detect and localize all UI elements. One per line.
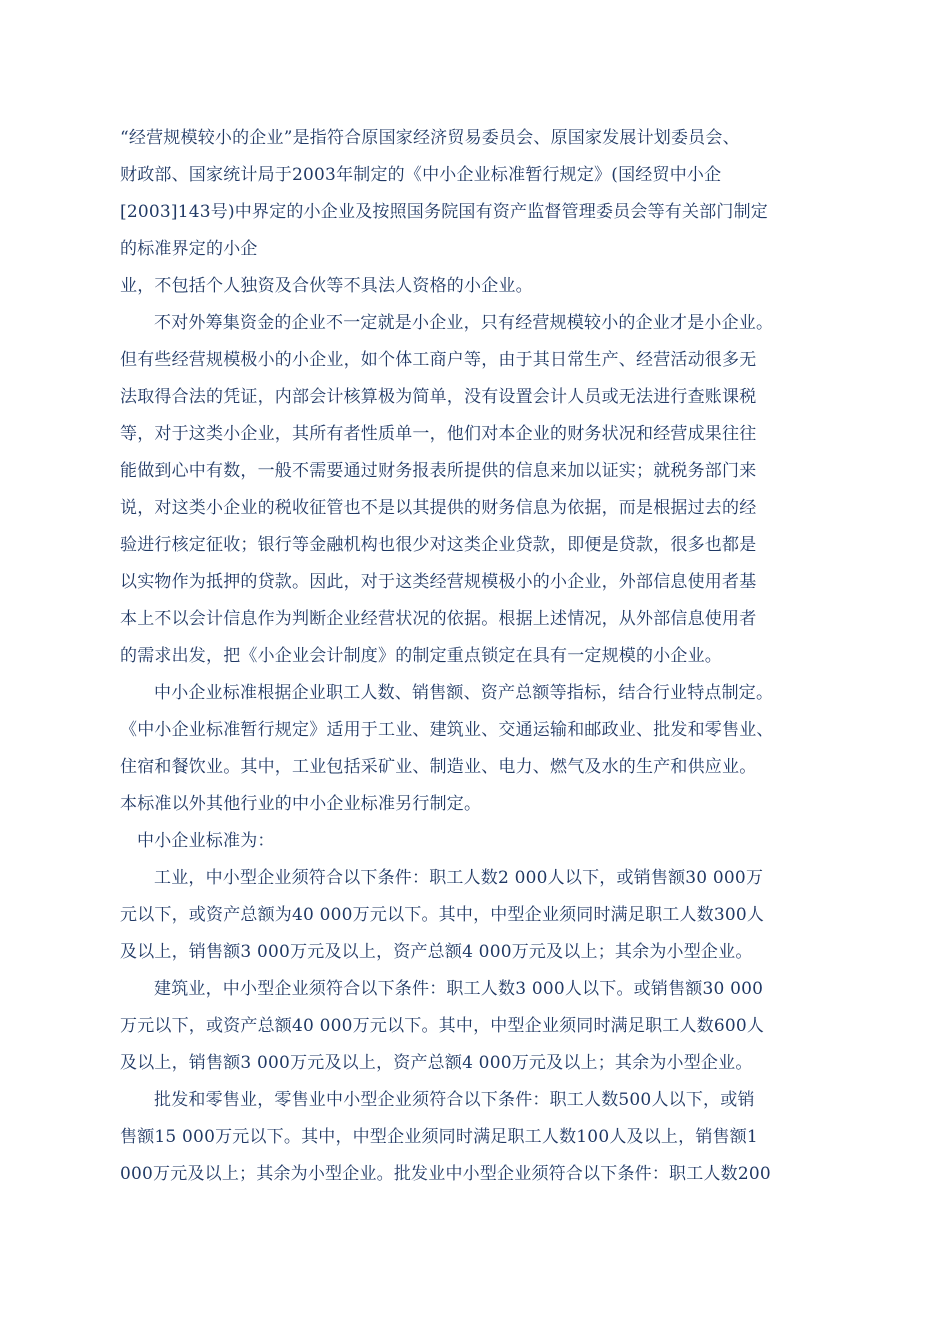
- text-line: 的标准界定的小企: [120, 239, 258, 259]
- text-line: 验进行核定征收；银行等金融机构也很少对这类企业贷款，即便是贷款，很多也都是: [120, 535, 757, 555]
- text-line: 等，对于这类小企业，其所有者性质单一，他们对本企业的财务状况和经营成果往往: [120, 424, 757, 444]
- text-line: [2003]143号)中界定的小企业及按照国务院国有资产监督管理委员会等有关部门制定: [120, 202, 769, 222]
- text-line: 元以下，或资产总额为40 000万元以下。其中，中型企业须同时满足职工人数300人: [120, 905, 765, 925]
- text-line: 但有些经营规模极小的小企业，如个体工商户等，由于其日常生产、经营活动很多无: [120, 350, 757, 370]
- text-line: 的需求出发，把《小企业会计制度》的制定重点锁定在具有一定规模的小企业。: [120, 646, 722, 666]
- text-line: 本标准以外其他行业的中小企业标准另行制定。: [120, 794, 482, 814]
- text-line: 售额15 000万元以下。其中，中型企业须同时满足职工人数100人及以上，销售额1: [120, 1127, 758, 1147]
- text-line: 法取得合法的凭证，内部会计核算极为简单，没有设置会计人员或无法进行查账课税: [120, 387, 757, 407]
- text-line: 《中小企业标准暂行规定》适用于工业、建筑业、交通运输和邮政业、批发和零售业、: [120, 720, 774, 740]
- paragraph-first-line: 工业，中小型企业须符合以下条件：职工人数2 000人以下，或销售额30 000万: [154, 868, 764, 888]
- text-line: 以实物作为抵押的贷款。因此，对于这类经营规模极小的小企业，外部信息使用者基: [120, 572, 757, 592]
- text-line: 000万元及以上；其余为小型企业。批发业中小型企业须符合以下条件：职工人数200: [120, 1164, 771, 1184]
- text-line: 及以上，销售额3 000万元及以上，资产总额4 000万元及以上；其余为小型企业。: [120, 942, 753, 962]
- section-heading: 中小企业标准为：: [137, 831, 275, 851]
- text-line: 万元以下，或资产总额40 000万元以下。其中，中型企业须同时满足职工人数600人: [120, 1016, 765, 1036]
- paragraph-first-line: 中小企业标准根据企业职工人数、销售额、资产总额等指标，结合行业特点制定。: [154, 683, 774, 703]
- paragraph-first-line: 建筑业，中小型企业须符合以下条件：职工人数3 000人以下。或销售额30 000: [154, 979, 764, 999]
- text-line: 财政部、国家统计局于2003年制定的《中小企业标准暂行规定》(国经贸中小企: [120, 165, 722, 185]
- text-line: 业，不包括个人独资及合伙等不具法人资格的小企业。: [120, 276, 533, 296]
- text-line: 说，对这类小企业的税收征管也不是以其提供的财务信息为依据，而是根据过去的经: [120, 498, 757, 518]
- text-line: “经营规模较小的企业”是指符合原国家经济贸易委员会、原国家发展计划委员会、: [120, 128, 740, 148]
- text-line: 能做到心中有数，一般不需要通过财务报表所提供的信息来加以证实；就税务部门来: [120, 461, 757, 481]
- paragraph-first-line: 批发和零售业，零售业中小型企业须符合以下条件：职工人数500人以下，或销: [154, 1090, 755, 1110]
- paragraph-first-line: 不对外筹集资金的企业不一定就是小企业，只有经营规模较小的企业才是小企业。: [154, 313, 774, 333]
- text-line: 本上不以会计信息作为判断企业经营状况的依据。根据上述情况，从外部信息使用者: [120, 609, 757, 629]
- text-line: 住宿和餐饮业。其中，工业包括采矿业、制造业、电力、燃气及水的生产和供应业。: [120, 757, 757, 777]
- text-line: 及以上，销售额3 000万元及以上，资产总额4 000万元及以上；其余为小型企业。: [120, 1053, 753, 1073]
